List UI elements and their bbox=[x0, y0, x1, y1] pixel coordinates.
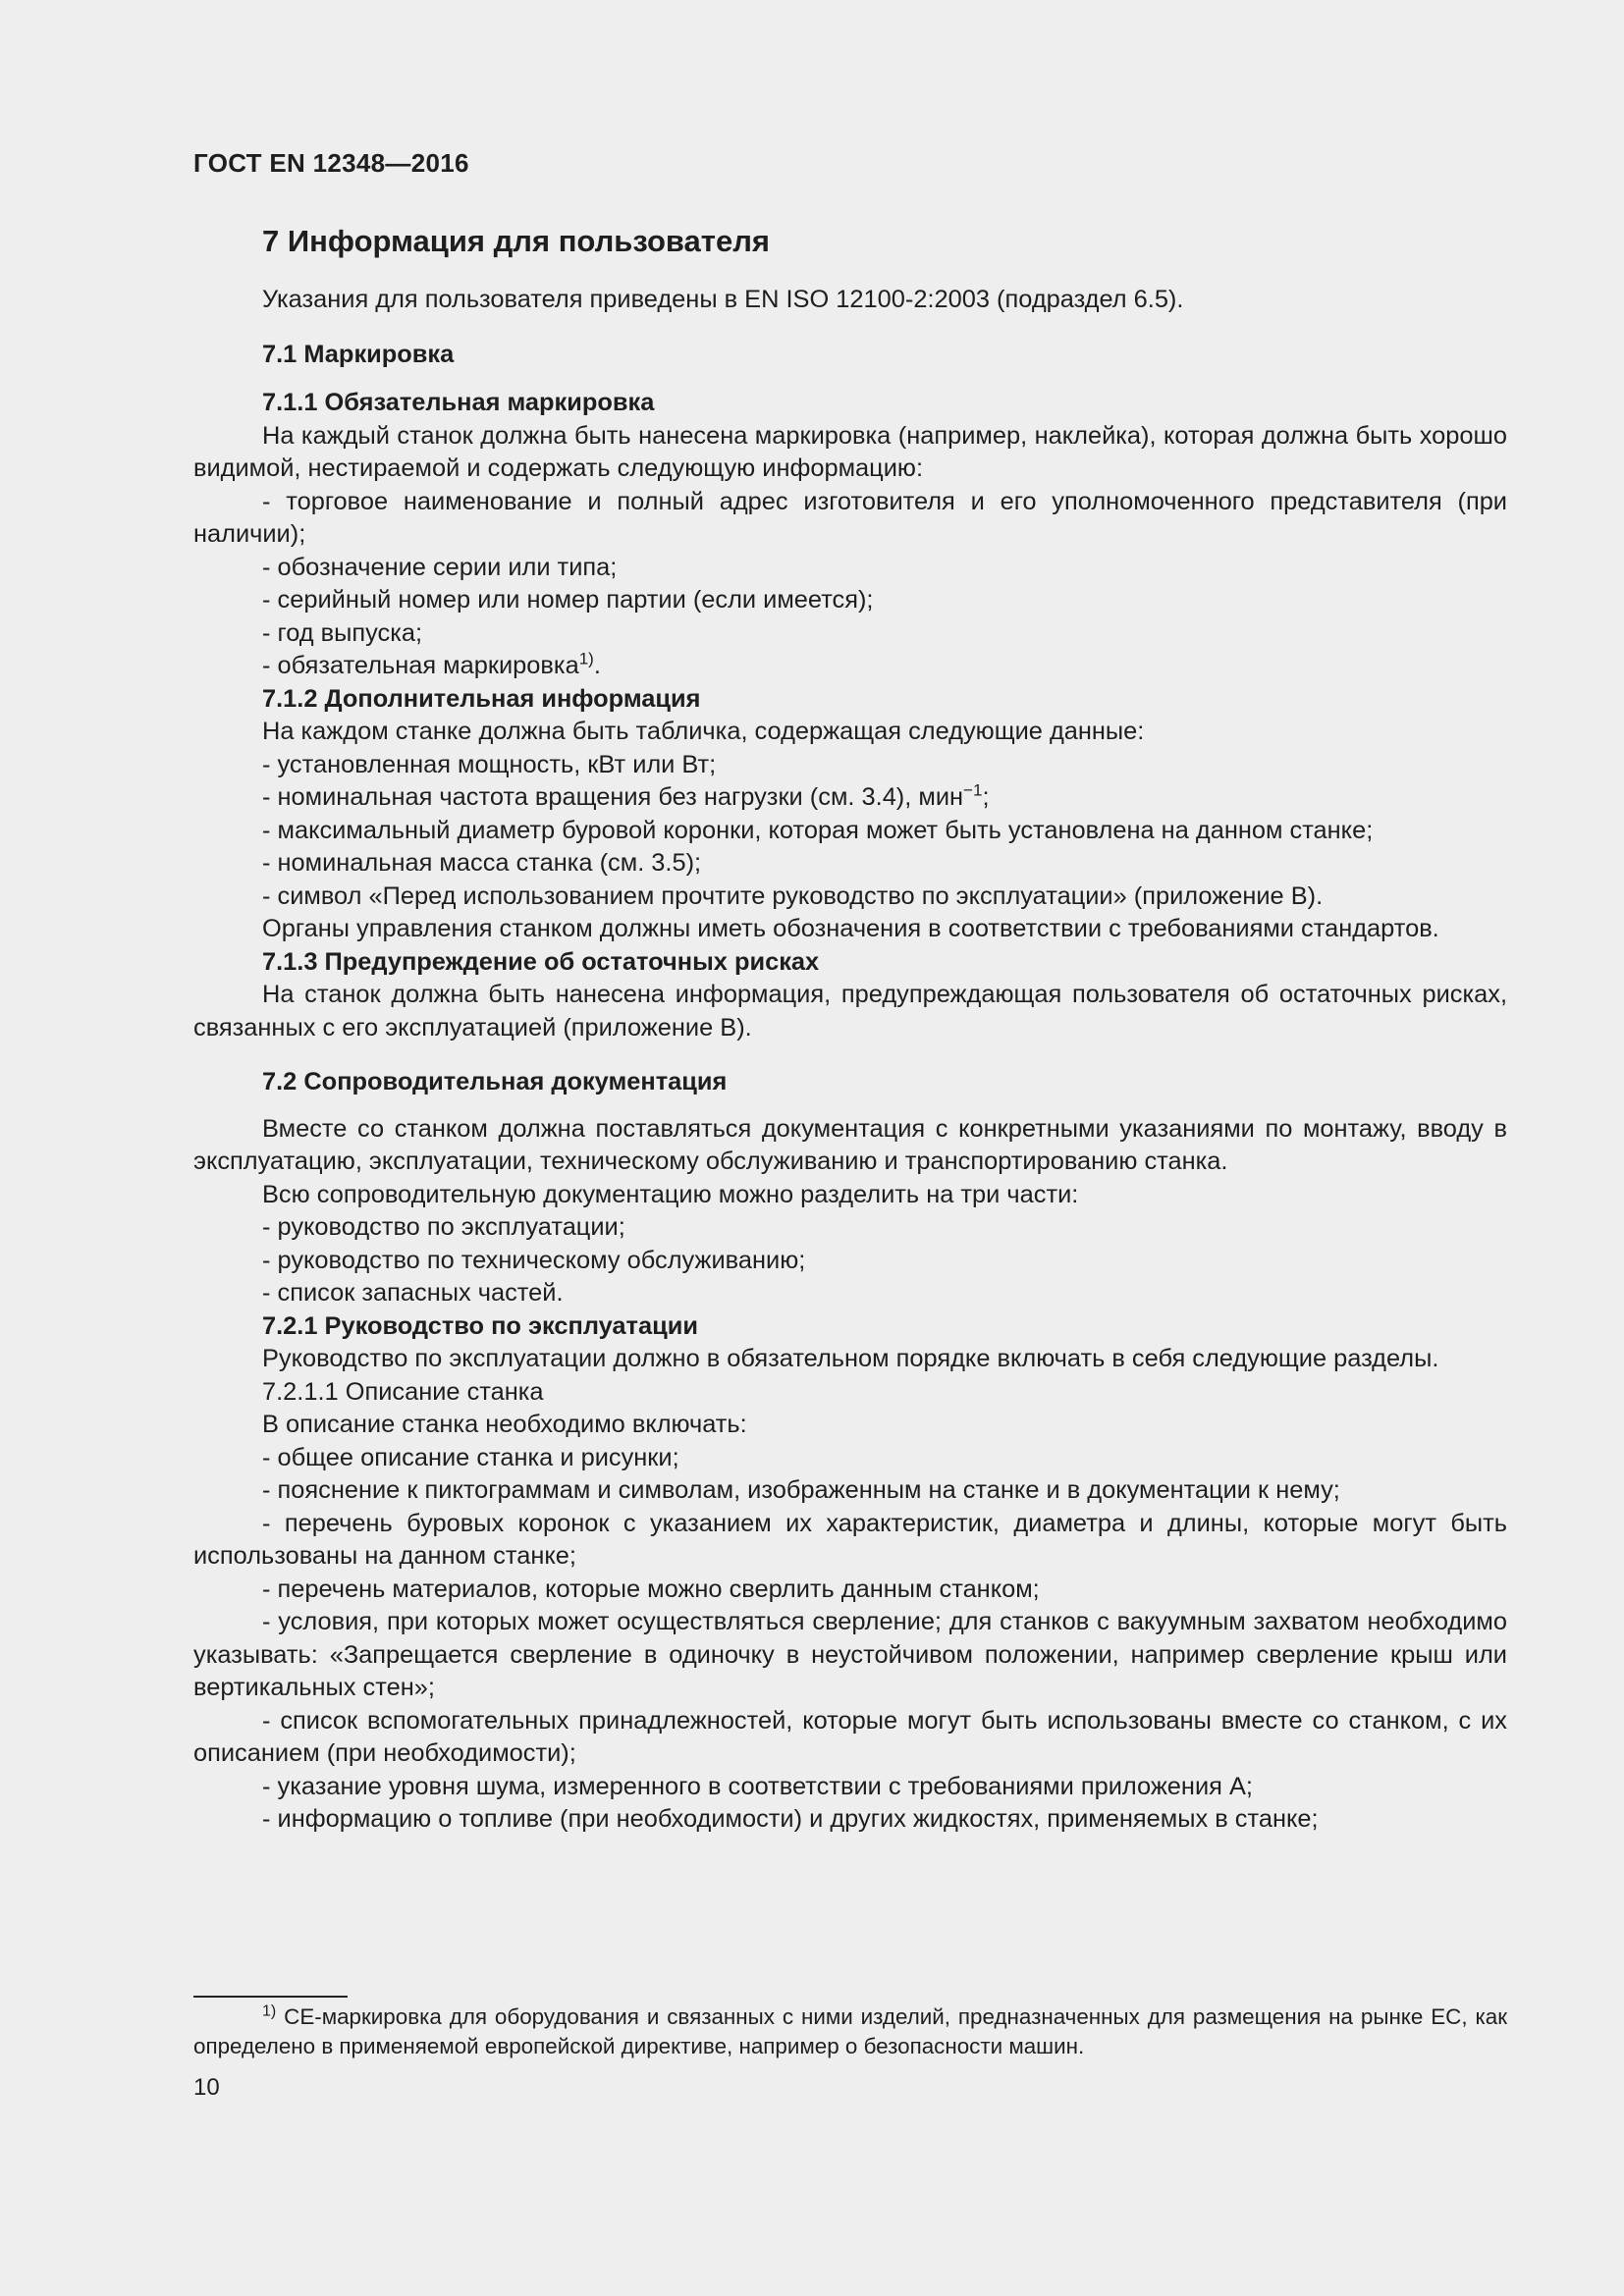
subsection-title-7-1-3: 7.1.3 Предупреждение об остаточных рисках bbox=[262, 947, 820, 976]
document-header: ГОСТ EN 12348—2016 bbox=[193, 148, 469, 178]
list-item: - список запасных частей. bbox=[262, 1279, 564, 1307]
list-item: - символ «Перед использованием прочтите руководство по эксплуатации» (приложение В). bbox=[262, 881, 1324, 910]
list-item-text: - обязательная маркировка bbox=[262, 652, 579, 679]
superscript: −1 bbox=[963, 780, 983, 800]
paragraph: Вместе со станком должна поставляться документация с конкретными указаниями по монтажу, вводу в эксплуатацию, эксплуатации, техническому обслуживанию и транспортированию станка. bbox=[193, 1114, 1507, 1175]
list-item bbox=[193, 781, 1507, 815]
list-item: - условия, при которых может осуществляться сверление; для станков с вакуумным захватом необходимо указывать: «Запрещается сверление в одиночку в неустойчивом положении, например сверление крыш или вертикальных стен»; bbox=[193, 1608, 1507, 1701]
paragraph: На станок должна быть нанесена информация, предупреждающая пользователя об остаточных рисках, связанных с его эксплуатацией (приложение В). bbox=[193, 981, 1507, 1041]
list-item: - руководство по техническому обслуживанию; bbox=[262, 1246, 806, 1274]
subsection-title-7-2-1: 7.2.1 Руководство по эксплуатации bbox=[262, 1311, 698, 1340]
section-title: 7 Информация для пользователя bbox=[262, 224, 770, 258]
paragraph: Руководство по эксплуатации должно в обязательном порядке включать в себя следующие разделы. bbox=[262, 1345, 1439, 1372]
list-item: - указание уровня шума, измеренного в соответствии с требованиями приложения А; bbox=[262, 1772, 1253, 1800]
list-item: - список вспомогательных принадлежностей, которые могут быть использованы вместе со станком, с их описанием (при необходимости); bbox=[193, 1706, 1507, 1767]
paragraph: Органы управления станком должны иметь обозначения в соответствии с требованиями стандартов. bbox=[262, 915, 1439, 942]
footnote bbox=[193, 2002, 1507, 2061]
list-item: - серийный номер или номер партии (если имеется); bbox=[262, 586, 874, 614]
page-number: 10 bbox=[193, 2074, 220, 2101]
document-body bbox=[193, 284, 1507, 1837]
paragraph: В описание станка необходимо включать: bbox=[262, 1411, 747, 1438]
list-item: - перечень материалов, которые можно сверлить данным станком; bbox=[262, 1575, 1040, 1603]
list-item bbox=[193, 650, 1507, 683]
list-item: - номинальная масса станка (см. 3.5); bbox=[262, 849, 702, 877]
footnote-reference: 1) bbox=[578, 649, 594, 668]
footnote-text: CE-маркировка для оборудования и связанных с ними изделий, предназначенных для размещения на рынке ЕС, как определено в применяемой европейской директиве, например о безопасности машин. bbox=[193, 2004, 1507, 2058]
list-item-text: - номинальная частота вращения без нагрузки (см. 3.4), мин bbox=[262, 783, 964, 811]
footnote-marker: 1) bbox=[262, 2002, 277, 2020]
subsection-title-7-1: 7.1 Маркировка bbox=[262, 340, 455, 368]
subsection-title-7-1-1: 7.1.1 Обязательная маркировка bbox=[262, 389, 655, 416]
paragraph: На каждый станок должна быть нанесена маркировка (например, наклейка), которая должна быть хорошо видимой, нестираемой и содержать следующую информацию: bbox=[193, 421, 1507, 482]
subsection-title-7-2: 7.2 Сопроводительная документация bbox=[262, 1068, 728, 1095]
list-item-end: ; bbox=[982, 783, 990, 811]
list-item: - установленная мощность, кВт или Вт; bbox=[262, 750, 717, 778]
list-item: - год выпуска; bbox=[262, 618, 423, 647]
section-intro: Указания для пользователя приведены в EN ISO 12100-2:2003 (подраздел 6.5). bbox=[262, 286, 1184, 313]
list-item: - максимальный диаметр буровой коронки, которая может быть установлена на данном станке; bbox=[262, 816, 1374, 844]
list-item: - пояснение к пиктограммам и символам, изображенным на станке и в документации к нему; bbox=[262, 1476, 1340, 1504]
list-item: - торговое наименование и полный адрес изготовителя и его уполномоченного представителя (при наличии); bbox=[193, 487, 1507, 548]
subsection-title-7-1-2: 7.1.2 Дополнительная информация bbox=[262, 684, 701, 713]
footnote-divider bbox=[193, 1996, 348, 1998]
paragraph: На каждом станке должна быть табличка, содержащая следующие данные: bbox=[262, 718, 1145, 745]
list-item: - информацию о топливе (при необходимости) и других жидкостях, применяемых в станке; bbox=[262, 1805, 1319, 1833]
list-item: - обозначение серии или типа; bbox=[262, 553, 618, 581]
list-item: - перечень буровых коронок с указанием их характеристик, диаметра и длины, которые могут быть использованы на данном станке; bbox=[193, 1509, 1507, 1570]
list-item: - руководство по эксплуатации; bbox=[262, 1213, 625, 1241]
list-item: - общее описание станка и рисунки; bbox=[262, 1443, 679, 1471]
subsection-title-7-2-1-1: 7.2.1.1 Описание станка bbox=[262, 1377, 544, 1406]
paragraph: Всю сопроводительную документацию можно разделить на три части: bbox=[262, 1180, 1079, 1208]
list-item-end: . bbox=[593, 652, 601, 679]
